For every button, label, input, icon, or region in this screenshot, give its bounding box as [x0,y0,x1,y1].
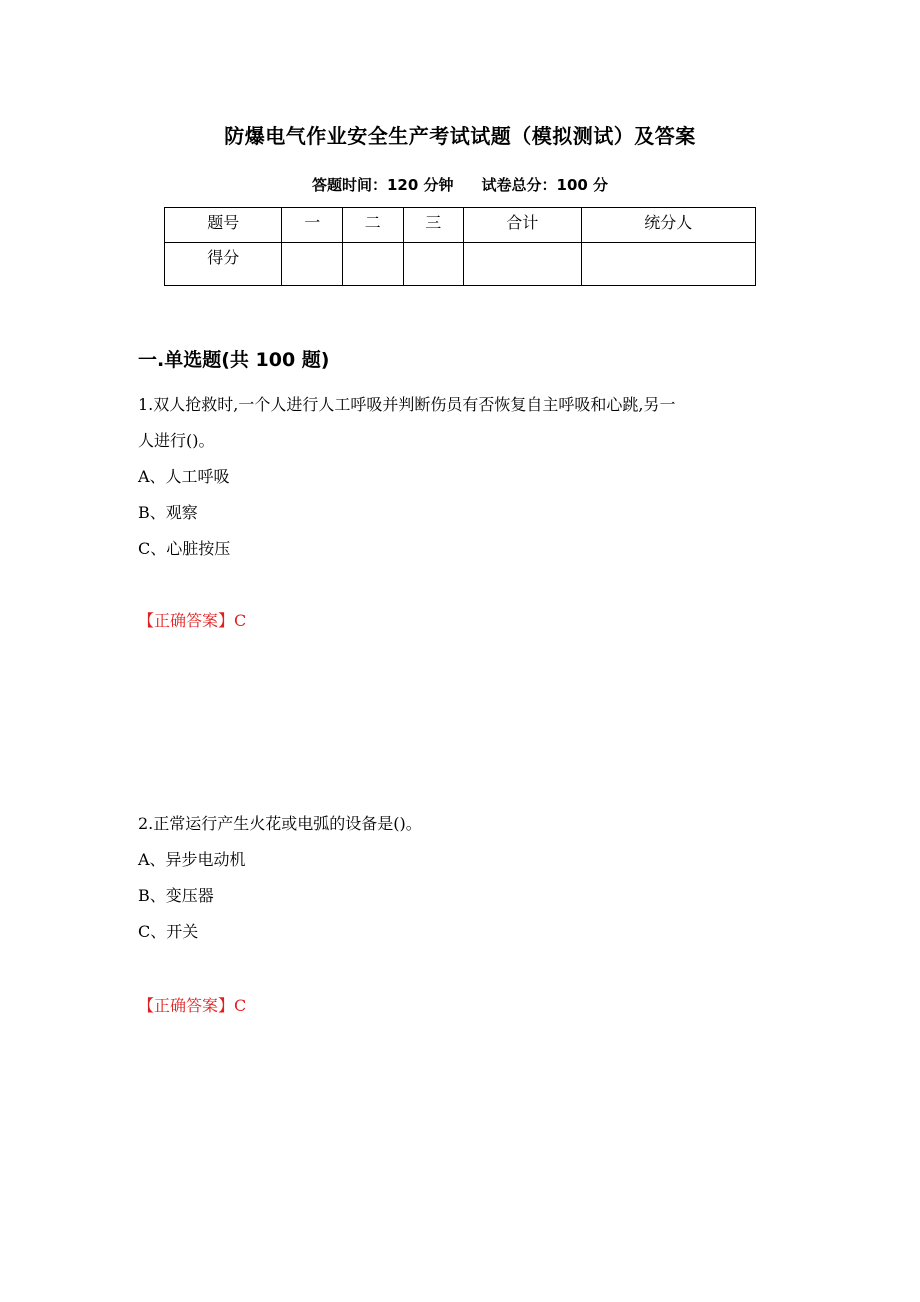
question-stem: 1.双人抢救时,一个人进行人工呼吸并判断伤员有否恢复自主呼吸和心跳,另一 [138,395,676,414]
score-table-score-row [165,243,756,286]
question-1 [138,387,798,567]
score-header-cell: 二 [343,208,404,243]
option-b: B、观察 [138,503,198,522]
exam-time: 答题时间：120 分钟 [311,176,454,194]
option-b: B、变压器 [138,886,214,905]
page-title: 防爆电气作业安全生产考试试题（模拟测试）及答案 [224,124,696,148]
correct-answer: 【正确答案】C [138,611,247,630]
score-header-cell: 统分人 [581,208,755,243]
question-stem: 2.正常运行产生火花或电弧的设备是()。 [138,814,422,833]
score-table [164,207,756,286]
score-table-header-row [165,208,756,243]
exam-info [0,174,920,195]
score-cell [403,243,464,286]
question-stem-continued: 人进行()。 [138,431,215,450]
score-cell [282,243,343,286]
section-title: 一.单选题(共 100 题) [138,349,330,371]
score-row-label: 得分 [165,243,282,286]
score-cell [581,243,755,286]
exam-total-score: 试卷总分：100 分 [481,176,609,194]
score-header-cell: 一 [282,208,343,243]
option-c: C、心脏按压 [138,539,231,558]
question-2 [138,806,798,950]
option-a: A、异步电动机 [138,850,246,869]
option-a: A、人工呼吸 [138,467,230,486]
score-header-cell: 合计 [464,208,581,243]
option-c: C、开关 [138,922,199,941]
score-header-cell: 三 [403,208,464,243]
score-cell [343,243,404,286]
score-cell [464,243,581,286]
score-header-cell: 题号 [165,208,282,243]
correct-answer: 【正确答案】C [138,996,247,1015]
